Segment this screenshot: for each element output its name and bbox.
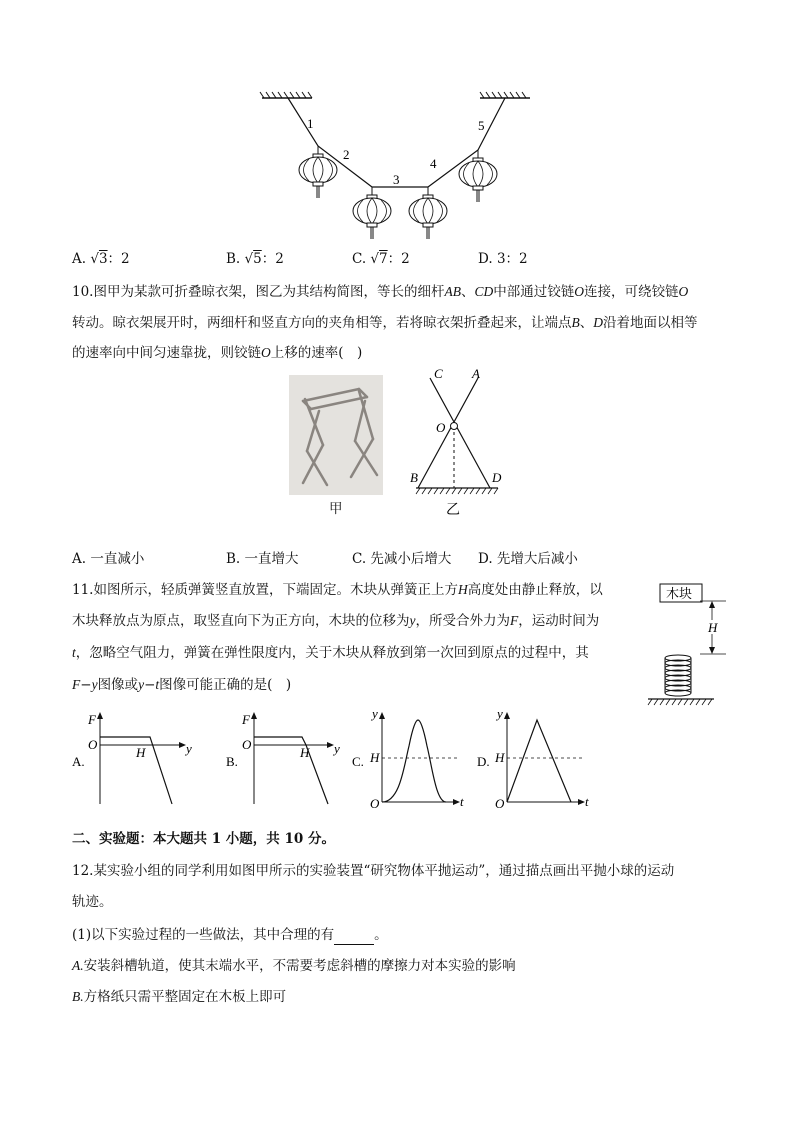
graph-curve	[507, 720, 571, 802]
h-label: H	[370, 750, 380, 765]
q12-stem-line2: 轨迹。	[72, 894, 113, 910]
answer-blank[interactable]	[334, 930, 374, 945]
label-d: D	[492, 470, 502, 485]
spring	[665, 655, 691, 696]
x-axis-label: y	[186, 741, 192, 756]
q11-stem-line3: t，忽略空气阻力，弹簧在弹性限度内，关于木块从释放到第一次回到原点的过程中，其	[72, 645, 589, 661]
q10-stem-line2: 转动。晾衣架展开时，两细杆和竖直方向的夹角相等，若将晾衣架折叠起来，让端点B、D沿着地面以相等	[72, 315, 698, 331]
ceiling-right	[480, 92, 530, 98]
h-label: H	[495, 750, 505, 765]
option-tail: ：2	[261, 251, 284, 267]
caption-yi: 乙	[446, 503, 460, 518]
q9-option-a[interactable]: A. √3：2	[72, 251, 130, 267]
lantern-1	[299, 146, 337, 198]
option-tail: ：2	[387, 251, 410, 267]
origin-label: O	[370, 796, 380, 810]
option-letter: B.	[226, 251, 241, 267]
y-axis-label: y	[497, 706, 503, 721]
q11-stem-line4: F−y图像或y−t图像可能正确的是( )	[72, 677, 292, 693]
origin-label: O	[88, 737, 98, 752]
lantern-2	[353, 187, 391, 239]
x-axis-label: t	[585, 794, 589, 809]
q12-stem-line1: 12.某实验小组的同学利用如图甲所示的实验装置“研究物体平抛运动”，通过描点画出平抛小球的运动	[72, 863, 675, 879]
graph-letter: A.	[72, 754, 85, 769]
option-text: 3：2	[496, 251, 528, 267]
section-heading: 二、实验题：本大题共 1 小题，共 10 分。	[72, 831, 335, 847]
lantern-figure	[250, 90, 530, 245]
y-axis-label: F	[88, 712, 96, 727]
x-axis-label: y	[334, 741, 340, 756]
q9-option-c[interactable]: C. √7：2	[352, 251, 410, 267]
q10-stem-line3: 的速率向中间匀速靠拢，则铰链O上移的速率( )	[72, 345, 363, 361]
option-tail: ：2	[107, 251, 130, 267]
q11-stem-line2: 木块释放点为原点，取竖直向下为正方向，木块的位移为y，所受合外力为F，运动时间为	[72, 613, 600, 629]
q10-option-b[interactable]: B. 一直增大	[226, 551, 299, 567]
y-axis-label: F	[242, 712, 250, 727]
caption-jia: 甲	[329, 501, 343, 517]
q9-option-b[interactable]: B. √5：2	[226, 251, 284, 267]
q10-stem-line1: 10.图甲为某款可折叠晾衣架，图乙为其结构简图，等长的细杆AB、CD中部通过铰链O连接，可绕铰链O	[72, 284, 689, 300]
rack-diagram	[402, 364, 512, 524]
rope-label-4: 4	[430, 156, 437, 171]
graph-d[interactable]	[477, 706, 602, 810]
graph-a[interactable]	[70, 708, 200, 810]
q11-stem-line1: 11.如图所示，轻质弹簧竖直放置，下端固定。木块从弹簧正上方H高度处由静止释放，以	[72, 582, 603, 598]
graph-c[interactable]	[352, 706, 477, 810]
label-a: A	[472, 366, 480, 381]
h-label: H	[300, 745, 310, 760]
graph-letter: C.	[352, 754, 364, 769]
option-letter: C.	[352, 251, 367, 267]
q9-option-d[interactable]	[478, 249, 528, 269]
q10-option-a[interactable]: A. 一直减小	[72, 551, 145, 567]
ground-hatch	[416, 488, 498, 494]
q12-option-a[interactable]: A.安装斜槽轨道，使其末端水平，不需要考虑斜槽的摩擦力对本实验的影响	[72, 958, 516, 974]
rope-label-1: 1	[307, 116, 314, 131]
h-label: H	[136, 745, 146, 760]
lantern-3	[409, 187, 447, 239]
label-o: O	[436, 420, 446, 435]
clothes-rack-photo	[289, 375, 383, 495]
option-root: 5	[253, 251, 262, 267]
rope-label-5: 5	[478, 118, 485, 133]
rope-label-3: 3	[393, 172, 400, 187]
option-root: 3	[98, 251, 108, 267]
q12-option-b[interactable]: B.方格纸只需平整固定在木板上即可	[72, 989, 287, 1005]
ceiling-left	[260, 92, 312, 98]
q10-option-c[interactable]: C. 先减小后增大	[352, 551, 452, 567]
spring-block-figure	[644, 580, 734, 710]
option-root: 7	[379, 251, 388, 267]
graph-curve	[254, 737, 328, 804]
graph-letter: D.	[477, 754, 490, 769]
rope-label-2: 2	[343, 147, 350, 162]
rod-ab	[418, 378, 478, 488]
y-axis-label: y	[372, 706, 378, 721]
option-letter: A.	[72, 251, 87, 267]
lantern-4	[459, 150, 497, 202]
label-c: C	[434, 366, 443, 381]
graph-curve	[382, 720, 446, 802]
origin-label: O	[242, 737, 252, 752]
graph-b[interactable]	[224, 708, 354, 810]
block-label: 木块	[666, 586, 693, 601]
x-axis-label: t	[460, 794, 464, 809]
q10-option-d[interactable]: D. 先增大后减小	[478, 551, 578, 567]
option-letter: D.	[478, 251, 493, 267]
q12-sub1: (1)以下实验过程的一些做法，其中合理的有 。	[72, 927, 388, 943]
graph-letter: B.	[226, 754, 238, 769]
label-b: B	[410, 470, 418, 485]
origin-label: O	[495, 796, 505, 810]
height-label: H	[708, 620, 718, 635]
hinge-o	[451, 423, 458, 430]
